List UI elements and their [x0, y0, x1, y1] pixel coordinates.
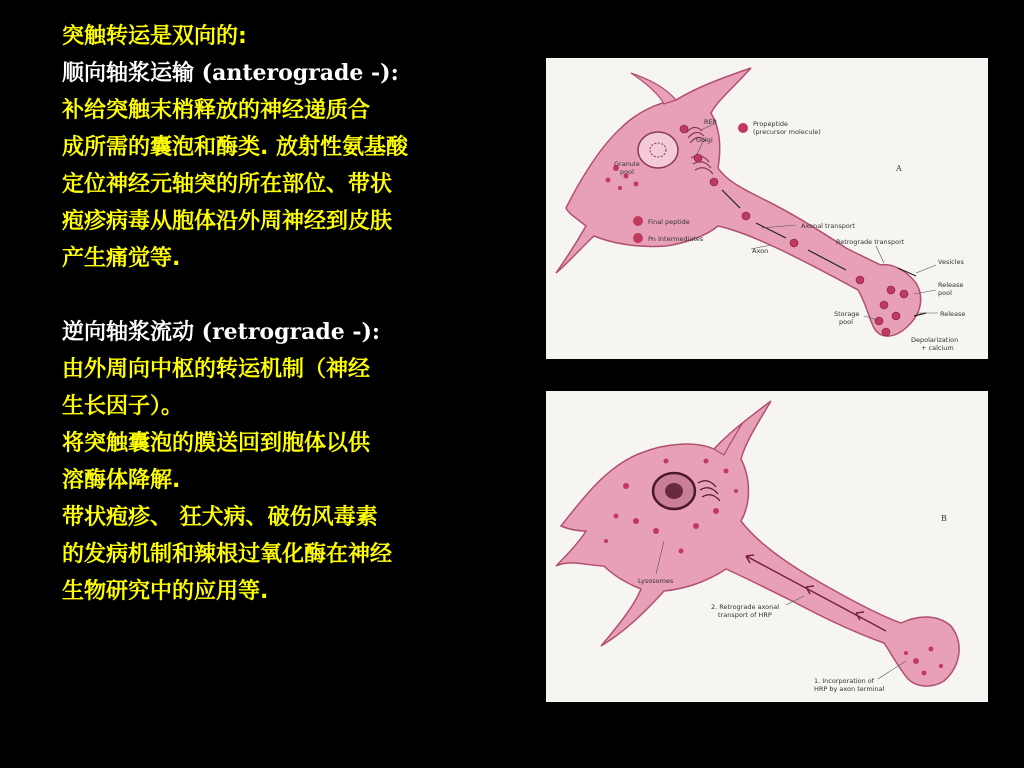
- retrograde-line-4: 溶酶体降解.: [62, 468, 181, 493]
- label-storage-pool-2: pool: [839, 318, 853, 326]
- retrograde-line-6: 的发病机制和辣根过氧化酶在神经: [62, 542, 393, 567]
- neuron-soma-a: [556, 68, 921, 336]
- label-retro-hrp-1: 2. Retrograde axonal: [711, 603, 780, 611]
- retrograde-title-cn: 逆向轴浆流动: [62, 320, 202, 345]
- label-depolarization-2: + calcium: [921, 344, 954, 352]
- label-final-peptide: Final peptide: [648, 218, 690, 226]
- label-depolarization-1: Depolarization: [911, 336, 959, 344]
- label-granule-1: Granule: [614, 160, 640, 168]
- retrograde-transport-figure: [546, 391, 988, 702]
- nucleolus-b: [665, 483, 683, 499]
- label-incorporation-1: 1. Incorporation of: [814, 677, 875, 685]
- legend-propeptide-dot: [738, 123, 748, 133]
- legend-final-dot: [633, 216, 643, 226]
- label-incorporation-2: HRP by axon terminal: [814, 685, 885, 693]
- label-propeptide-1: Propeptide: [753, 120, 789, 128]
- anterograde-transport-figure: [546, 58, 988, 359]
- retrograde-line-7: 生物研究中的应用等.: [62, 579, 269, 604]
- label-rer: RER: [704, 118, 718, 126]
- anterograde-diagram: [546, 58, 988, 359]
- anterograde-line-2: 成所需的囊泡和酶类. 放射性氨基酸: [62, 135, 409, 160]
- label-propeptide-2: (precursor molecule): [753, 128, 821, 136]
- label-storage-pool-1: Storage: [834, 310, 860, 318]
- anterograde-line-3: 定位神经元轴突的所在部位、带状: [62, 172, 393, 197]
- label-golgi: Golgi: [696, 136, 713, 144]
- slide-text: [62, 18, 532, 610]
- retrograde-line-3: 将突触囊泡的膜送回到胞体以供: [62, 431, 371, 456]
- panel-letter-a: A: [896, 164, 902, 173]
- anterograde-title-cn: 顺向轴浆运输: [62, 61, 202, 86]
- legend-intermediate-dot: [633, 233, 643, 243]
- anterograde-title-en: (anterograde -):: [201, 60, 399, 86]
- label-intermediates: Pn Intermediates: [648, 235, 704, 243]
- label-axonal-transport: Axonal transport: [801, 222, 856, 230]
- dendrite-a: [631, 73, 676, 104]
- label-release-pool-1: Release: [938, 281, 964, 289]
- label-retro-hrp-2: transport of HRP: [718, 611, 772, 619]
- label-granule-2: pool: [620, 168, 634, 176]
- label-release: Release: [940, 310, 966, 318]
- retrograde-line-5: 带状疱疹、 狂犬病、破伤风毒素: [62, 505, 378, 530]
- label-retrograde-transport: Retrograde transport: [836, 238, 905, 246]
- anterograde-title: [62, 55, 532, 92]
- anterograde-line-1: 补给突触末梢释放的神经递质合: [62, 98, 371, 123]
- label-axon: Axon: [752, 247, 769, 255]
- retrograde-title: [62, 314, 532, 351]
- anterograde-line-4: 疱疹病毒从胞体沿外周神经到皮肤: [62, 209, 393, 234]
- retrograde-line-1: 由外周向中枢的转运机制（神经: [62, 357, 371, 382]
- retrograde-diagram: [546, 391, 988, 702]
- label-vesicles: Vesicles: [938, 258, 964, 266]
- retrograde-line-2: 生长因子）。: [62, 394, 184, 419]
- slide-heading: 突触转运是双向的:: [62, 24, 247, 49]
- paragraph-gap: [62, 277, 532, 314]
- retrograde-arrows: [746, 555, 886, 631]
- anterograde-line-5: 产生痛觉等.: [62, 246, 181, 271]
- panel-letter-b: B: [941, 514, 947, 523]
- label-lysosomes: Lysosomes: [638, 577, 674, 585]
- neuron-soma-b: [556, 401, 959, 686]
- label-release-pool-2: pool: [938, 289, 952, 297]
- nucleus-a: [638, 132, 678, 168]
- retrograde-title-en: (retrograde -):: [201, 319, 381, 345]
